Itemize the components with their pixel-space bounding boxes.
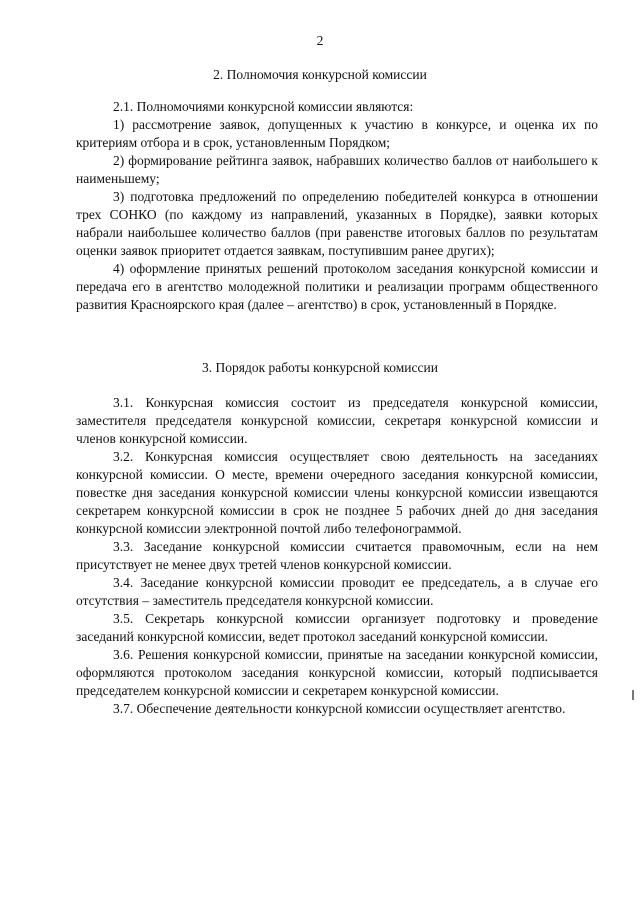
paragraph-3-3: 3.3. Заседание конкурсной комиссии считается правомочным, если на нем присутствует не менее двух третей членов конкурсной комиссии. (76, 539, 598, 572)
section-3-body (76, 394, 598, 718)
paragraph-2-1-item-3: 3) подготовка предложений по определению победителей конкурса в отношении трех СОНКО (по каждому из направлений, указанных в Порядке), заявки которых набрали наибольшее количество баллов (при равенстве итоговых баллов по результатам оценки заявок приоритет отдается заявкам, поступившим ранее других); (76, 189, 598, 258)
section-3-heading: 3. Порядок работы конкурсной комиссии (202, 360, 438, 375)
paragraph-2-1-item-2: 2) формирование рейтинга заявок, набравших количество баллов от наибольшего к наименьшему; (76, 153, 598, 186)
paragraph-2-1: 2.1. Полномочиями конкурсной комиссии являются: (113, 99, 414, 114)
paragraph-3-4: 3.4. Заседание конкурсной комиссии проводит ее председатель, а в случае его отсутствия – заместитель председателя конкурсной комиссии. (76, 575, 598, 608)
paragraph-3-6: 3.6. Решения конкурсной комиссии, принятые на заседании конкурсной комиссии, оформляются протоколом заседания конкурсной комиссии, который подписывается председателем конкурсной комиссии и секретарем конкурсной комиссии. (76, 647, 598, 698)
paragraph-2-1-item-4: 4) оформление принятых решений протоколом заседания конкурсной комиссии и передача его в агентство молодежной политики и реализации программ общественного развития Красноярского края (далее – агентство) в срок, установленный в Порядке. (76, 261, 598, 312)
paragraph-3-2: 3.2. Конкурсная комиссия осуществляет свою деятельность на заседаниях конкурсной комиссии. О месте, времени очередного заседания конкурсной комиссии, повестке дня заседания конкурсной комиссии члены конкурсной комиссии извещаются секретарем конкурсной комиссии в срок не позднее 5 рабочих дней до дня заседания конкурсной комиссии электронной почтой либо телефонограммой. (76, 449, 598, 536)
section-2-body (76, 98, 598, 314)
paragraph-3-1: 3.1. Конкурсная комиссия состоит из председателя конкурсной комиссии, заместителя председателя конкурсной комиссии, секретаря конкурсной комиссии и членов конкурсной комиссии. (76, 395, 598, 446)
page-number: 2 (316, 33, 324, 48)
paragraph-2-1-item-1: 1) рассмотрение заявок, допущенных к участию в конкурсе, и оценка их по критериям отбора и в срок, установленным Порядком; (76, 117, 598, 150)
paragraph-3-5: 3.5. Секретарь конкурсной комиссии организует подготовку и проведение заседаний конкурсной комиссии, ведет протокол заседаний конкурсной комиссии. (76, 611, 598, 644)
paragraph-3-7: 3.7. Обеспечение деятельности конкурсной комиссии осуществляет агентство. (113, 701, 566, 716)
section-2-heading: 2. Полномочия конкурсной комиссии (213, 67, 427, 82)
scan-margin-mark (632, 690, 634, 700)
